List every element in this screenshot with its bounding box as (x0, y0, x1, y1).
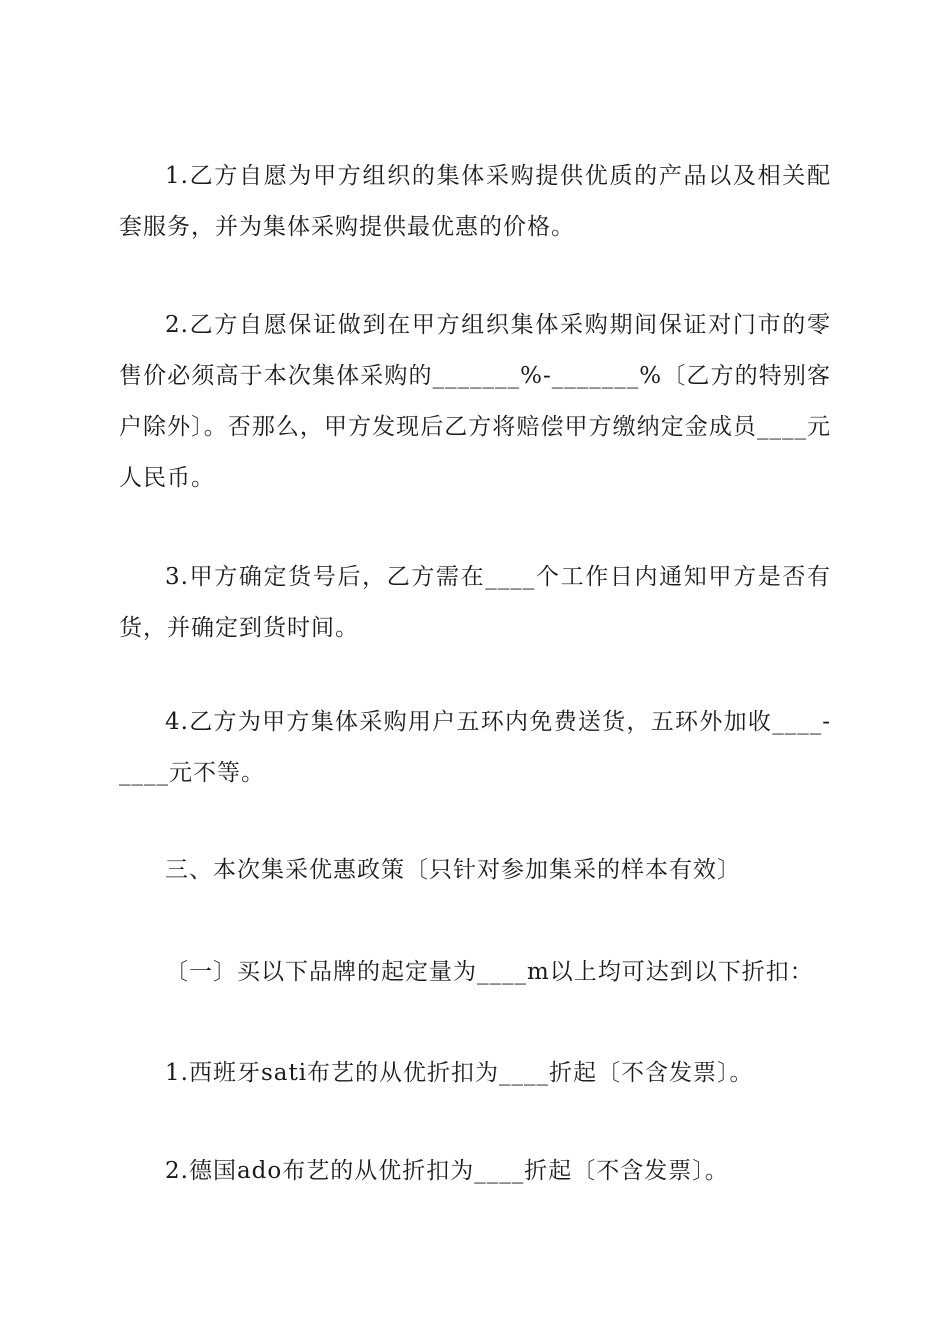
paragraph-retail-price-guarantee: 2.乙方自愿保证做到在甲方组织集体采购期间保证对门市的零售价必须高于本次集体采购的_______%-_______%〔乙方的特别客户除外〕。否那么，甲方发现后乙方将赔偿甲方缴纳定金成员____元人民币。 (119, 312, 831, 491)
section-heading-discount-policy: 三、本次集采优惠政策〔只针对参加集采的样本有效〕 (165, 857, 741, 883)
paragraph-ado-discount: 2.德国ado布艺的从优折扣为____折起〔不含发票〕。 (165, 1158, 729, 1184)
paragraph-delivery: 4.乙方为甲方集体采购用户五环内免费送货，五环外加收____-____元不等。 (119, 709, 831, 786)
paragraph-stock-notice: 3.甲方确定货号后，乙方需在____个工作日内通知甲方是否有货，并确定到货时间。 (119, 564, 831, 641)
subsection-minimum-order: 〔一〕买以下品牌的起定量为____m以上均可达到以下折扣： (165, 959, 814, 985)
paragraph-sati-discount: 1.西班牙sati布艺的从优折扣为____折起〔不含发票〕。 (165, 1060, 754, 1086)
paragraph-supply-commitment: 1.乙方自愿为甲方组织的集体采购提供优质的产品以及相关配套服务，并为集体采购提供最优惠的价格。 (119, 163, 831, 240)
